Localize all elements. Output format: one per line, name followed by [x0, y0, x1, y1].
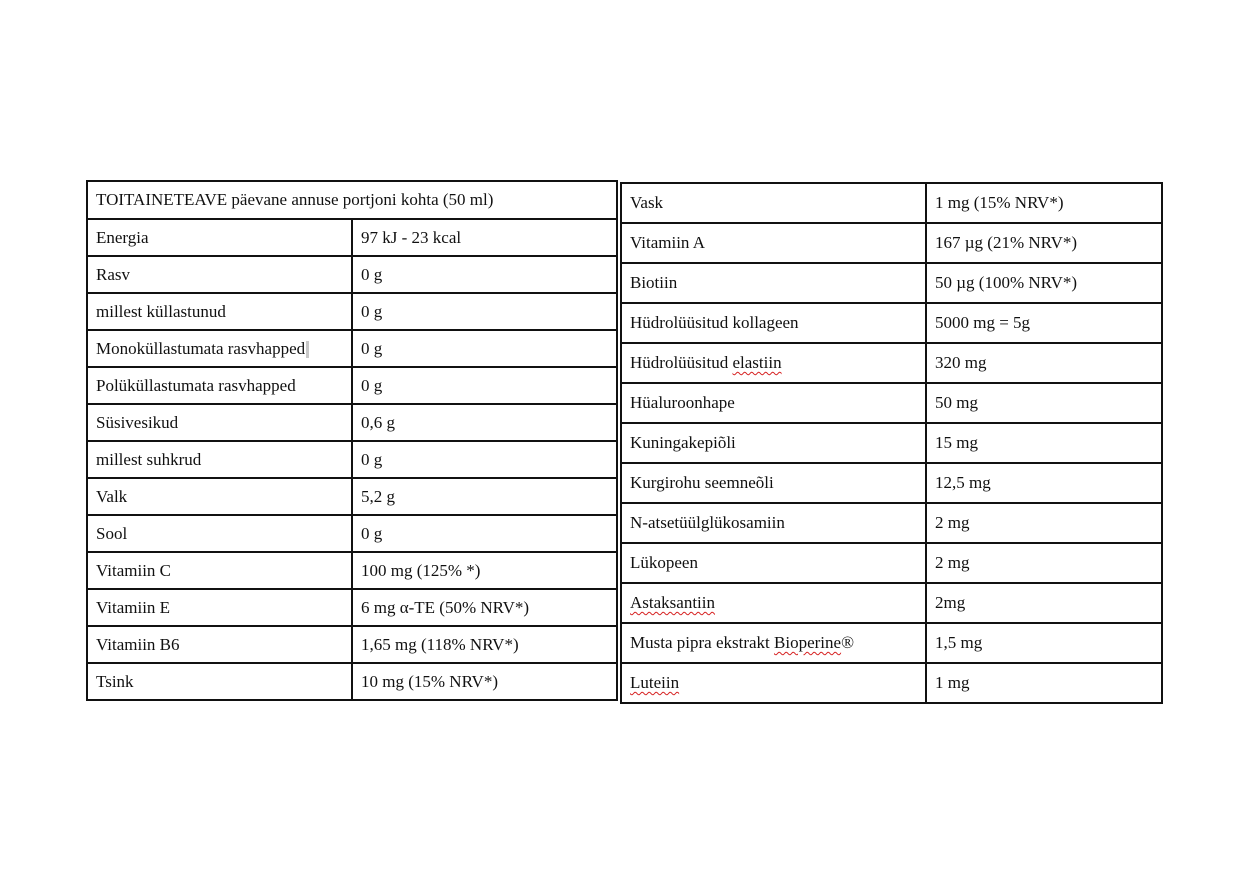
nutrient-value: 320 mg — [926, 343, 1162, 383]
table-row — [87, 552, 617, 589]
table-row — [87, 663, 617, 700]
nutrient-value: 0 g — [352, 367, 617, 404]
nutrient-name: Hüdrolüüsitud kollageen — [621, 303, 926, 343]
nutrient-value: 12,5 mg — [926, 463, 1162, 503]
table-row — [621, 663, 1162, 703]
table-row — [621, 223, 1162, 263]
nutrient-name: Vitamiin E — [87, 589, 352, 626]
nutrient-name: Vitamiin C — [87, 552, 352, 589]
table-row — [621, 303, 1162, 343]
nutrient-value: 2 mg — [926, 543, 1162, 583]
nutrient-value: 10 mg (15% NRV*) — [352, 663, 617, 700]
nutrient-name: Lükopeen — [621, 543, 926, 583]
table-row — [87, 367, 617, 404]
nutrient-value: 0 g — [352, 515, 617, 552]
nutrient-name: Sool — [87, 515, 352, 552]
table-header-row — [87, 181, 617, 219]
nutrient-name: Luteiin — [621, 663, 926, 703]
table-row — [621, 463, 1162, 503]
nutrient-name: Energia — [87, 219, 352, 256]
nutrition-table-left — [86, 180, 618, 701]
table-row — [87, 478, 617, 515]
nutrient-value: 97 kJ - 23 kcal — [352, 219, 617, 256]
nutrient-name: N-atsetüülglükosamiin — [621, 503, 926, 543]
nutrient-value: 5,2 g — [352, 478, 617, 515]
nutrient-name: Rasv — [87, 256, 352, 293]
table-row — [621, 623, 1162, 663]
nutrient-value: 1,5 mg — [926, 623, 1162, 663]
table-row — [621, 263, 1162, 303]
nutrient-name: Vitamiin A — [621, 223, 926, 263]
nutrient-name: Musta pipra ekstrakt Bioperine® — [621, 623, 926, 663]
table-row — [87, 293, 617, 330]
table-row — [87, 589, 617, 626]
table-row — [621, 503, 1162, 543]
nutrient-value: 6 mg α-TE (50% NRV*) — [352, 589, 617, 626]
nutrient-name: Vitamiin B6 — [87, 626, 352, 663]
nutrient-value: 0 g — [352, 441, 617, 478]
nutrient-name: Hüdrolüüsitud elastiin — [621, 343, 926, 383]
table-row — [87, 219, 617, 256]
nutrient-name: Biotiin — [621, 263, 926, 303]
table-row — [87, 404, 617, 441]
nutrient-value: 1 mg (15% NRV*) — [926, 183, 1162, 223]
table-row — [621, 423, 1162, 463]
nutrient-name-cell — [87, 330, 352, 367]
nutrient-name: Süsivesikud — [87, 404, 352, 441]
table-row — [87, 515, 617, 552]
nutrient-value: 50 mg — [926, 383, 1162, 423]
table-row — [621, 583, 1162, 623]
table-row — [621, 543, 1162, 583]
text-cursor-mark — [306, 341, 309, 358]
nutrient-name: Vask — [621, 183, 926, 223]
nutrient-value: 100 mg (125% *) — [352, 552, 617, 589]
nutrient-value: 50 µg (100% NRV*) — [926, 263, 1162, 303]
table-row — [87, 626, 617, 663]
nutrient-name: Polüküllastumata rasvhapped — [87, 367, 352, 404]
nutrient-value: 0,6 g — [352, 404, 617, 441]
nutrient-value: 5000 mg = 5g — [926, 303, 1162, 343]
table-header-cell: TOITAINETEAVE päevane annuse portjoni kohta (50 ml) — [87, 181, 617, 219]
nutrient-name: Tsink — [87, 663, 352, 700]
nutrient-name: Astaksantiin — [621, 583, 926, 623]
table-row — [87, 441, 617, 478]
nutrient-name: Hüaluroonhape — [621, 383, 926, 423]
table-row — [621, 183, 1162, 223]
nutrient-value: 1,65 mg (118% NRV*) — [352, 626, 617, 663]
nutrient-name: millest küllastunud — [87, 293, 352, 330]
table-row — [87, 330, 617, 367]
nutrient-value: 2 mg — [926, 503, 1162, 543]
nutrient-name: Kurgirohu seemneõli — [621, 463, 926, 503]
table-row — [621, 383, 1162, 423]
nutrient-name: Kuningakepiõli — [621, 423, 926, 463]
table-row — [621, 343, 1162, 383]
nutrition-table-right — [620, 182, 1163, 704]
nutrient-value: 0 g — [352, 330, 617, 367]
table-row — [87, 256, 617, 293]
nutrient-value: 167 µg (21% NRV*) — [926, 223, 1162, 263]
nutrient-value: 15 mg — [926, 423, 1162, 463]
nutrient-value: 0 g — [352, 293, 617, 330]
nutrient-name: millest suhkrud — [87, 441, 352, 478]
nutrient-value: 2mg — [926, 583, 1162, 623]
nutrient-value: 1 mg — [926, 663, 1162, 703]
nutrient-value: 0 g — [352, 256, 617, 293]
nutrient-name: Monoküllastumata rasvhapped — [96, 338, 306, 358]
nutrient-name: Valk — [87, 478, 352, 515]
